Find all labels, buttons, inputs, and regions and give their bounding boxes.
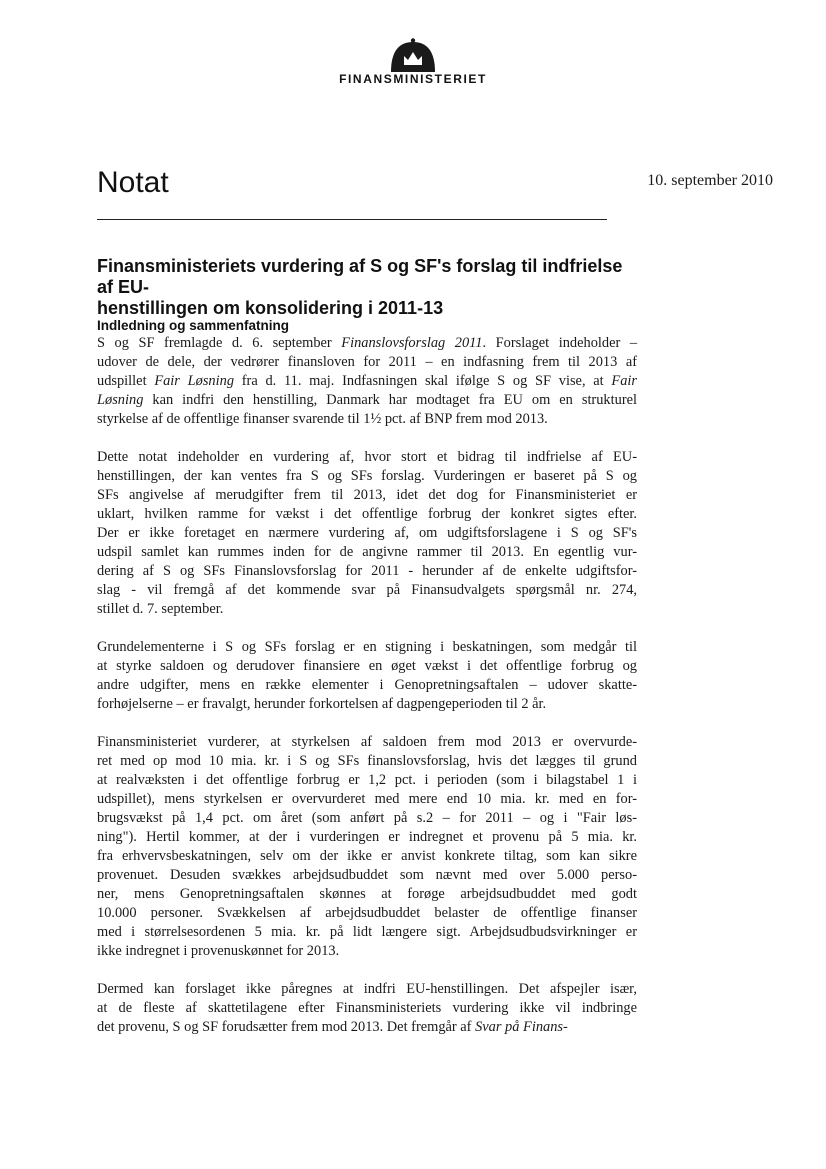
text-line (97, 790, 637, 809)
text-line (97, 866, 637, 885)
paragraph-gap (97, 429, 637, 448)
text-run: ning"). Hertil kommer, at der i vurderingen er indregnet et provenu på 5 mia. kr. (97, 829, 637, 845)
text-run: udspillet), mens styrkelsen er overvurderet med mere end 10 mia. kr. med en for- (97, 791, 637, 807)
text-run: at realvæksten i det offentlige forbrug er 1,2 pct. i perioden (som i bilagstabel 1 i (97, 772, 637, 788)
text-run: styrkelse af de offentlige finanser svarende til 1½ pct. af BNP frem mod 2013. (97, 411, 548, 427)
text-run: at de fleste af skattetilagene efter Finansministeriets vurdering ikke vil indbringe (97, 1000, 637, 1016)
text-run: Finansministeriet vurderer, at styrkelsen af saldoen frem mod 2013 er overvurde- (97, 734, 637, 750)
text-run: ret med op mod 10 mia. kr. i S og SFs finanslovsforslag, hvis det lægges til grund (97, 753, 637, 769)
text-run: Dette notat indeholder en vurdering af, hvor stort et bidrag til indfrielse af EU- (97, 449, 637, 465)
text-line (97, 885, 637, 904)
text-run: henstillingen, der kan ventes fra S og SFs forslag. Vurderingen er baseret på S og (97, 468, 637, 484)
paragraph (97, 980, 637, 1037)
text-run: . Forslaget indeholder – (482, 335, 638, 351)
heading-line-2: henstillingen om konsolidering i 2011-13 (97, 298, 444, 318)
paragraph-gap (97, 619, 637, 638)
text-run: Der er ikke foretaget en nærmere vurdering af, om udgiftsforslagene i S og SF's (97, 525, 637, 541)
text-run: forhøjelserne – er fravalgt, herunder forkortelsen af dagpengeperioden til 2 år. (97, 696, 547, 712)
italic-text: Fair (611, 373, 637, 389)
text-run: SFs angivelse af merudgifter frem til 2013, idet det dog for Finansministeriet er (97, 487, 637, 503)
text-line (97, 657, 637, 676)
paragraph-gap (97, 961, 637, 980)
italic-text: Fair Løsning (154, 373, 235, 389)
text-line (97, 752, 637, 771)
text-run: det provenu, S og SF forudsætter frem mod 2013. Det fremgår af (97, 1019, 476, 1035)
document-body (97, 334, 637, 1037)
text-line (97, 334, 637, 353)
text-line (97, 486, 637, 505)
text-line (97, 505, 637, 524)
text-line (97, 999, 637, 1018)
text-run: slag - vil fremgå af det kommende svar på Finansudvalgets spørgsmål nr. 274, (97, 582, 637, 598)
text-run: udspil samlet kan rummes inden for de angivne rammer til 2013. En egentlig vur- (97, 544, 637, 560)
text-line (97, 562, 637, 581)
text-line (97, 467, 637, 486)
text-run: S og SF fremlagde d. 6. september (97, 335, 342, 351)
italic-text: Løsning (97, 392, 144, 408)
text-run: kan indfri den henstilling, Danmark har modtaget fra EU om en strukturel (143, 392, 637, 408)
text-run: fra d. 11. maj. Indfasningen skal ifølge S og SF vise, at (234, 373, 612, 389)
text-line (97, 904, 637, 923)
text-run: brugsvækst på 1,4 pct. om året (som anført på s.2 – for 2011 – og i "Fair løs- (97, 810, 637, 826)
ministry-logo (0, 38, 826, 86)
text-run: stillet d. 7. september. (97, 601, 224, 617)
text-line (97, 524, 637, 543)
text-line (97, 942, 637, 961)
text-line (97, 980, 637, 999)
paragraph (97, 638, 637, 714)
crown-emblem-icon (385, 38, 441, 72)
text-run: ner, mens Genopretningsaftalen skønnes at forøge arbejdsudbuddet med godt (97, 886, 637, 902)
text-line (97, 638, 637, 657)
paragraph (97, 733, 637, 961)
text-run: dering af S og SFs Finanslovsforslag for 2011 - herunder af de enkelte udgiftsfor- (97, 563, 637, 579)
text-run: fra erhvervsbeskatningen, selv om der ikke er anvist konkrete tiltag, som kan sikre (97, 848, 637, 864)
text-line (97, 448, 637, 467)
italic-text: Finanslovsforslag 2011 (341, 335, 483, 351)
text-line (97, 695, 637, 714)
text-run: uklart, hvilken ramme for vækst i det offentlige forbrug der konkret sigtes efter. (97, 506, 637, 522)
text-line (97, 809, 637, 828)
text-line (97, 676, 637, 695)
title-divider (97, 219, 607, 220)
text-run: provenuet. Desuden svækkes arbejdsudbuddet som nævnt med over 5.000 perso- (97, 867, 637, 883)
page-title: Notat (97, 166, 169, 199)
text-run: med i størrelsesordenen 5 mia. kr. på lidt længere sigt. Arbejdsudbudsvirkninger er (97, 924, 637, 940)
paragraph (97, 334, 637, 429)
ministry-name: FINANSMINISTERIET (339, 72, 487, 86)
heading-line-1: Finansministeriets vurdering af S og SF's forslag til indfrielse af EU- (97, 256, 623, 297)
text-run: andre udgifter, mens en række elementer i Genopretningsaftalen – udover skatte- (97, 677, 637, 693)
text-line (97, 581, 637, 600)
text-line (97, 1018, 637, 1037)
text-line (97, 543, 637, 562)
text-line (97, 828, 637, 847)
text-line (97, 391, 637, 410)
text-run: 10.000 personer. Svækkelsen af arbejdsudbuddet belaster de offentlige finanser (97, 905, 637, 921)
paragraph (97, 448, 637, 619)
section-heading: Indledning og sammenfatning (97, 318, 289, 333)
text-line (97, 600, 637, 619)
text-line (97, 733, 637, 752)
italic-text: Svar på Finans- (475, 1019, 568, 1035)
paragraph-gap (97, 714, 637, 733)
text-line (97, 923, 637, 942)
text-run: Grundelementerne i S og SFs forslag er en stigning i beskatningen, som medgår til (97, 639, 637, 655)
text-run: at styrke saldoen og derudover finansiere en øget vækst i det offentlige forbrug og (97, 658, 637, 674)
text-line (97, 771, 637, 790)
text-run: udover de dele, der vedrører finansloven for 2011 – en indfasning frem til 2013 af (97, 354, 637, 370)
document-date: 10. september 2010 (647, 172, 773, 189)
text-run: Dermed kan forslaget ikke påregnes at indfri EU-henstillingen. Det afspejler især, (97, 981, 637, 997)
text-run: udspillet (97, 373, 155, 389)
text-line (97, 410, 637, 429)
text-run: ikke indregnet i provenuskønnet for 2013. (97, 943, 340, 959)
document-heading (97, 256, 637, 319)
text-line (97, 847, 637, 866)
text-line (97, 353, 637, 372)
text-line (97, 372, 637, 391)
